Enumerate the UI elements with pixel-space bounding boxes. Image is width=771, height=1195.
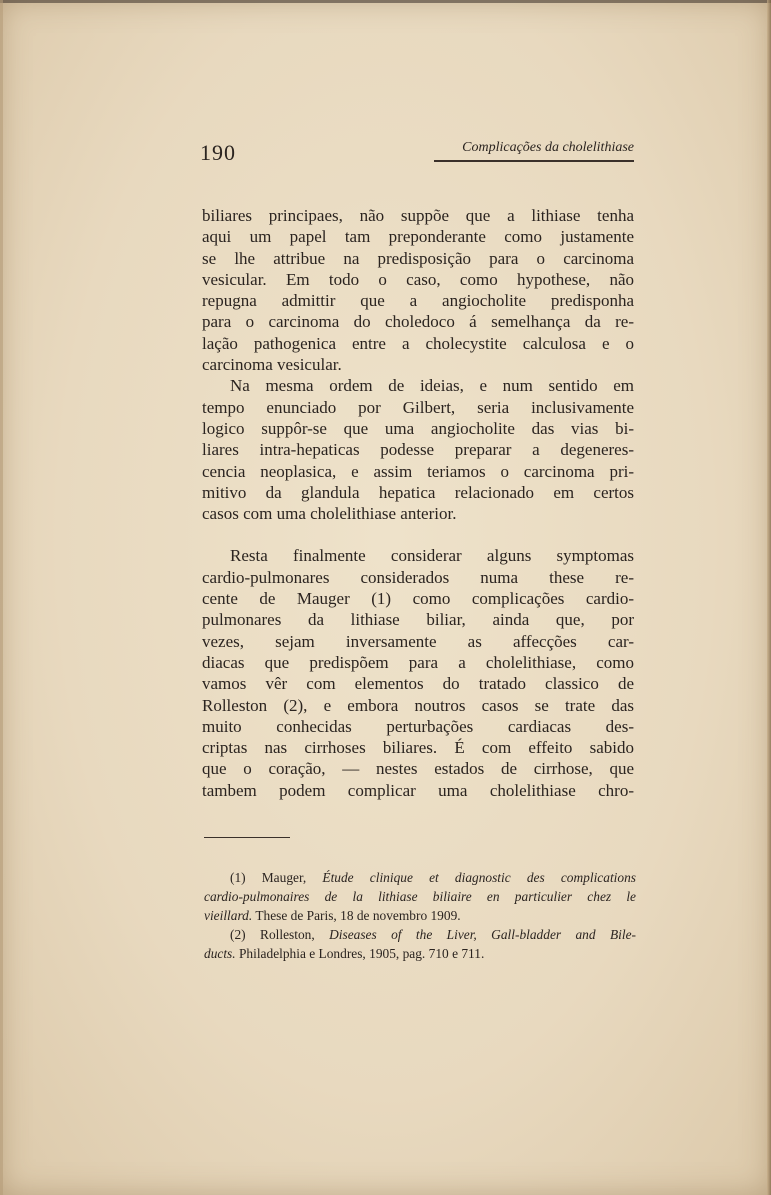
- footnote-title: cardio-pulmonaires de la lithiase biliaire en particulier chez le: [204, 889, 636, 904]
- text-line: lação pathogenica entre a cholecystite calculosa e o: [202, 333, 634, 353]
- text-line: biliares principaes, não suppõe que a lithiase tenha: [202, 206, 634, 225]
- text-line: vezes, sejam inversamente as affecções car-: [202, 631, 634, 651]
- page-right-edge: [767, 0, 771, 1195]
- page-number: 190: [200, 140, 236, 165]
- paragraph-gap: [202, 524, 634, 545]
- text-line: pulmonares da lithiase biliar, ainda que, por: [202, 610, 634, 630]
- text-line: casos com uma cholelithiase anterior.: [202, 504, 457, 524]
- text-line: muito conhecidas perturbações cardiacas des-: [202, 716, 634, 736]
- text-line: que o coração, — nestes estados de cirrhose, que: [202, 759, 634, 779]
- text-line: [204, 906, 636, 925]
- page-header: [200, 138, 634, 166]
- text-line: cardio-pulmonares considerados numa these re-: [202, 567, 634, 587]
- text-line: Rolleston (2), e embora noutros casos se trate das: [202, 695, 634, 715]
- footnotes: [204, 868, 636, 963]
- text-line: repugna admittir que a angiocholite predisponha: [202, 291, 634, 311]
- page-top-edge: [0, 0, 771, 3]
- page-left-edge: [0, 0, 3, 1195]
- text-line: Na mesma ordem de ideias, e num sentido em: [230, 376, 634, 396]
- footnote-2: [204, 925, 636, 963]
- header-rule: [434, 160, 634, 162]
- text-line: liares intra-hepaticas podesse preparar a degeneres-: [202, 440, 634, 460]
- text-line: tambem podem complicar uma cholelithiase chro-: [202, 780, 634, 800]
- text-line: vesicular. Em todo o caso, como hypothese, não: [202, 269, 634, 289]
- text-line: [204, 925, 636, 944]
- text-line: diacas que predispõem para a cholelithiase, como: [202, 652, 634, 672]
- text-line: criptas nas cirrhoses biliares. É com effeito sabido: [202, 738, 634, 758]
- text-line: vamos vêr com elementos do tratado classico de: [202, 674, 634, 694]
- text-line: cente de Mauger (1) como complicações cardio-: [202, 589, 634, 609]
- text-line: Resta finalmente considerar alguns symptomas: [230, 546, 634, 566]
- footnote-text: These de Paris, 18 de novembro 1909.: [252, 908, 461, 923]
- text-line: aqui um papel tam preponderante como justamente: [202, 227, 634, 247]
- text-line: se lhe attribue na predisposição para o carcinoma: [202, 248, 634, 268]
- running-head: Complicações da cholelithiase: [462, 140, 634, 155]
- text-line: cencia neoplasica, e assim teriamos o carcinoma pri-: [202, 461, 634, 481]
- footnote-text: (2) Rolleston,: [230, 927, 330, 942]
- footnote-1: [204, 868, 636, 925]
- text-line: [204, 868, 636, 887]
- text-line: tempo enunciado por Gilbert, seria inclusivamente: [202, 397, 634, 417]
- footnote-title: ducts.: [204, 946, 236, 961]
- body-text: [202, 205, 634, 801]
- footnote-text: Philadelphia e Londres, 1905, pag. 710 e 711.: [235, 946, 485, 961]
- paragraph-1: [202, 205, 634, 375]
- footnote-title: vieillard.: [204, 908, 253, 923]
- footnote-title: Étude clinique et diagnostic des complications: [322, 870, 636, 885]
- footnote-rule: [204, 837, 290, 838]
- text-line: mitivo da glandula hepatica relacionado em certos: [202, 482, 634, 502]
- text-line: logico suppôr-se que uma angiocholite das vias bi-: [202, 418, 634, 438]
- paragraph-2: [202, 375, 634, 524]
- text-line: carcinoma vesicular.: [202, 355, 342, 375]
- paragraph-3: [202, 545, 634, 801]
- text-line: para o carcinoma do choledoco á semelhança da re-: [202, 312, 634, 332]
- footnote-title: Diseases of the Liver, Gall-bladder and Bile-: [329, 927, 636, 942]
- text-line: [204, 944, 636, 963]
- footnote-text: (1) Mauger,: [230, 870, 323, 885]
